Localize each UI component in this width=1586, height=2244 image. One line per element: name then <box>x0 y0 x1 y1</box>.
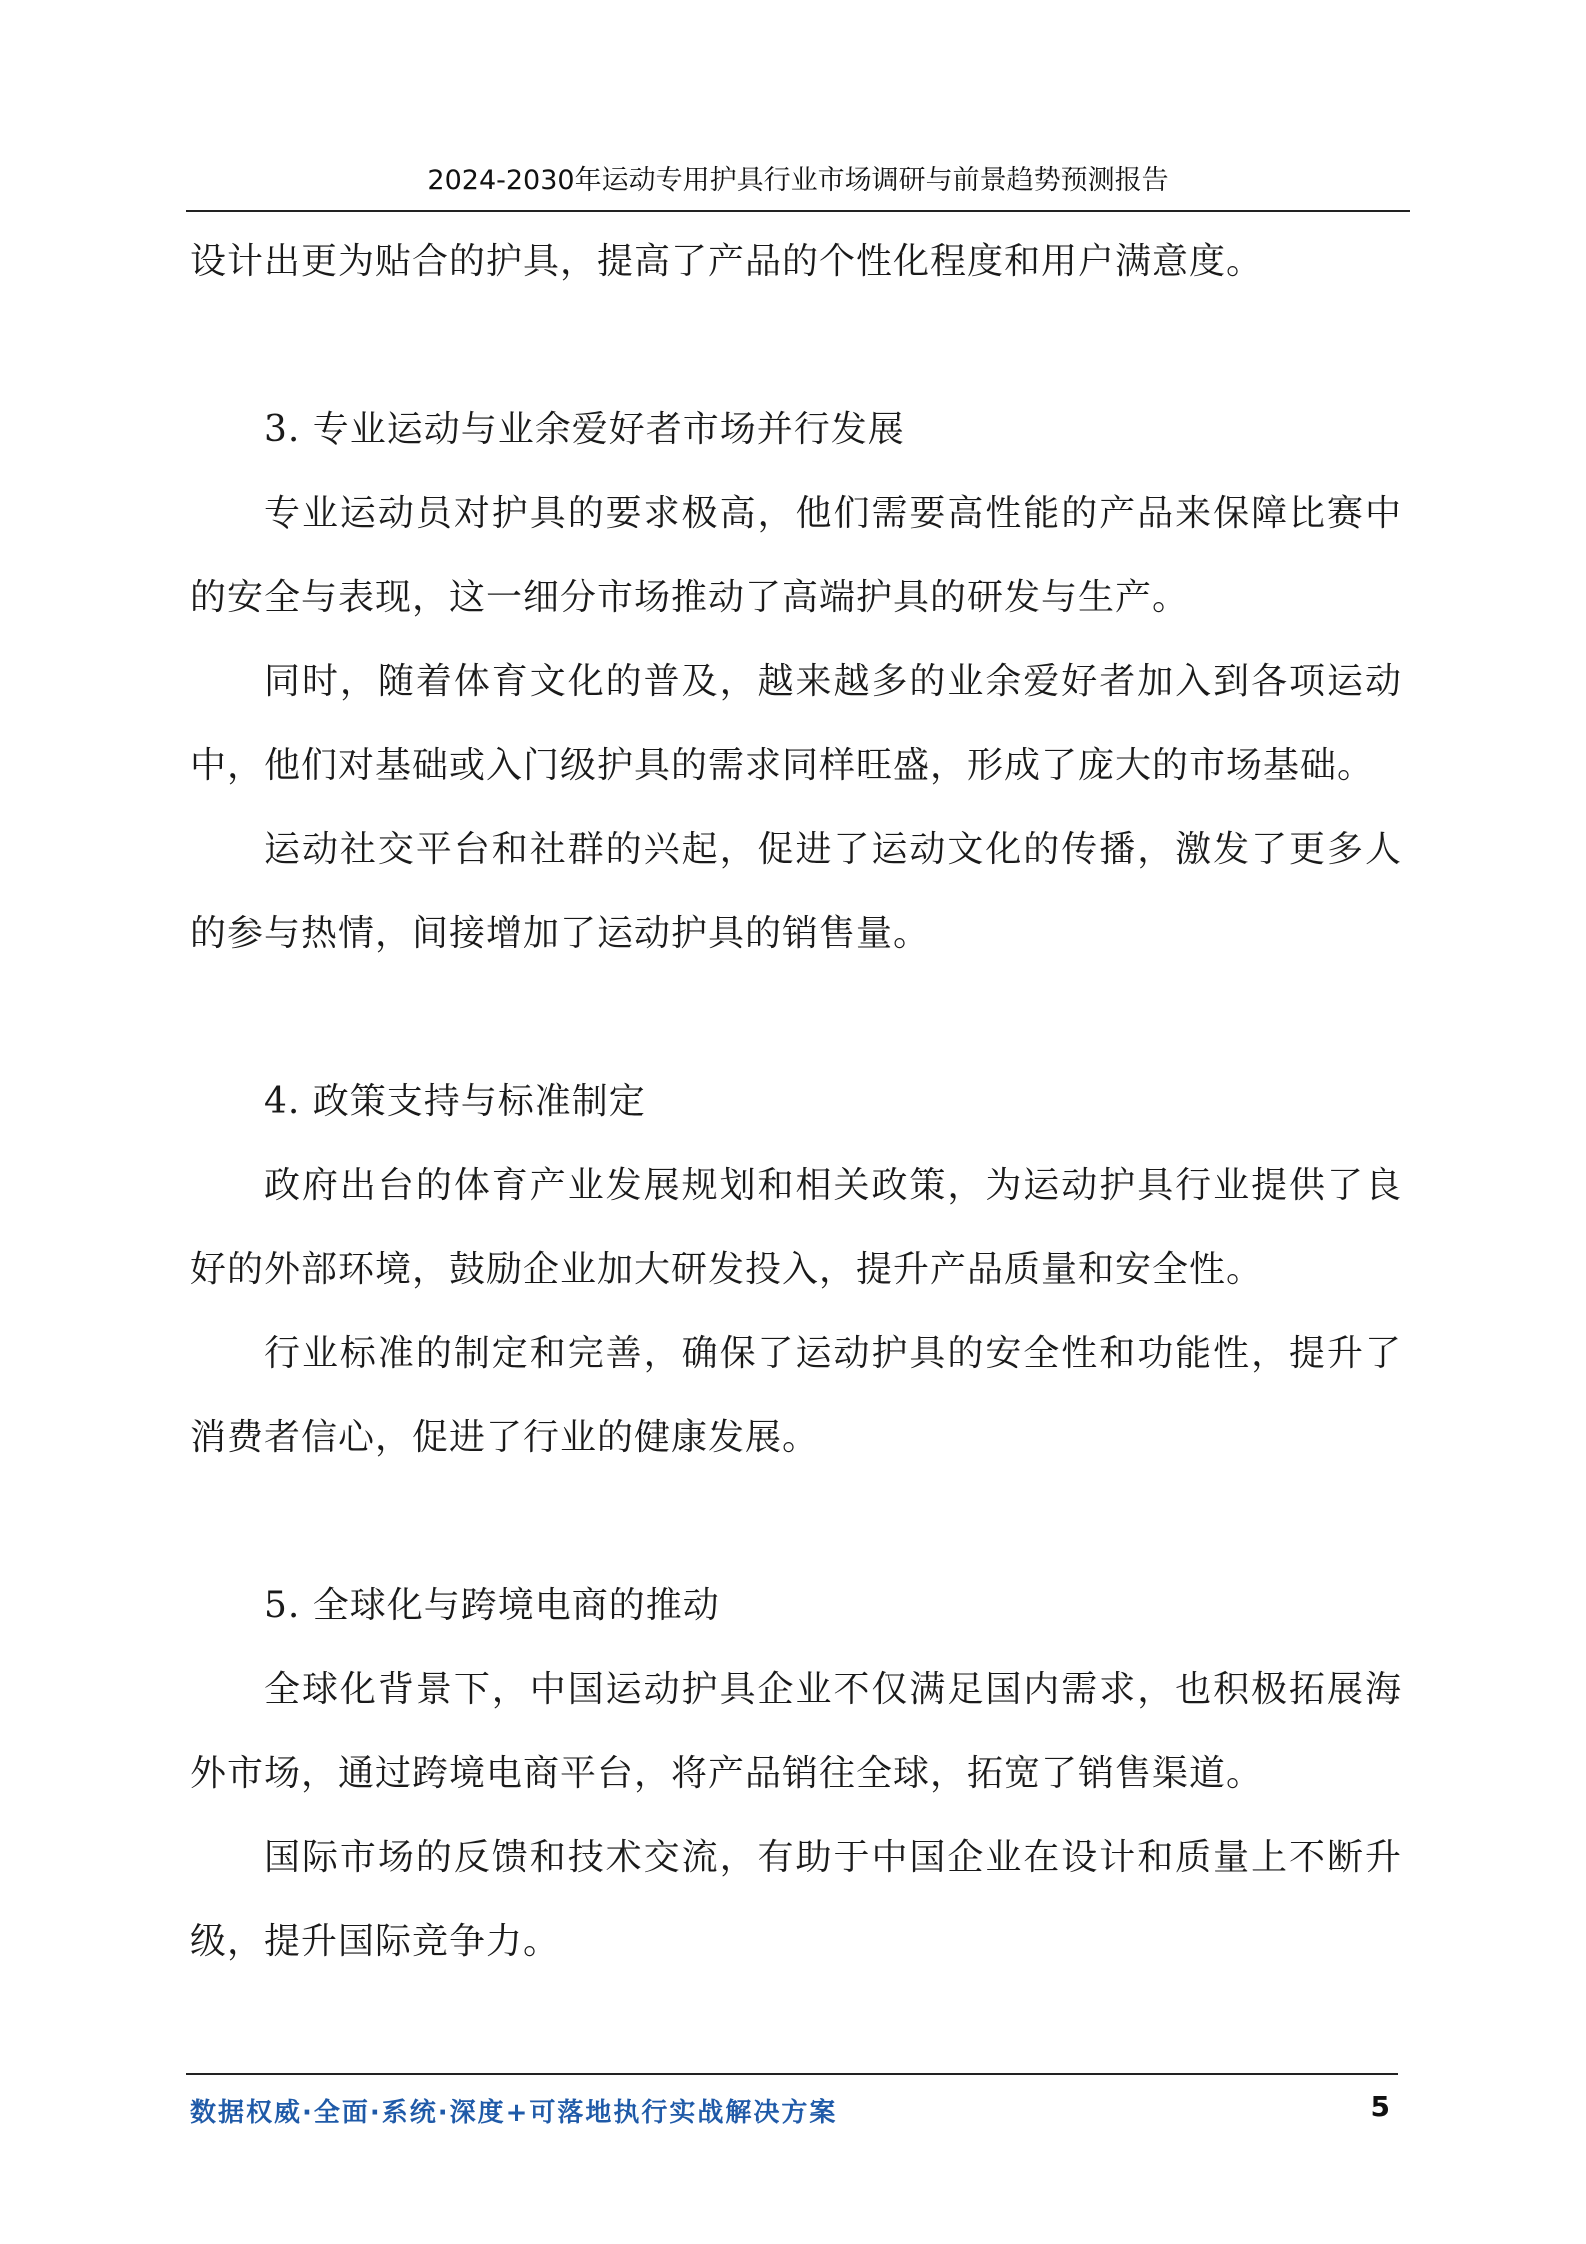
document-body <box>190 220 1402 1984</box>
body-paragraph: 专业运动员对护具的要求极高，他们需要高性能的产品来保障比赛中的安全与表现，这一细分市场推动了高端护具的研发与生产。 <box>190 493 1402 618</box>
section-spacer <box>190 304 1402 388</box>
body-paragraph: 国际市场的反馈和技术交流，有助于中国企业在设计和质量上不断升级，提升国际竞争力。 <box>190 1837 1402 1962</box>
body-paragraph: 运动社交平台和社群的兴起，促进了运动文化的传播，激发了更多人的参与热情，间接增加了运动护具的销售量。 <box>190 829 1402 954</box>
page-header <box>186 162 1410 212</box>
section-4 <box>190 1060 1402 1480</box>
footer-slogan: 数据权威·全面·系统·深度+可落地执行实战解决方案 <box>190 2098 838 2128</box>
page-number: 5 <box>1370 2090 1390 2123</box>
section-heading: 5. 全球化与跨境电商的推动 <box>264 1585 720 1626</box>
section-heading: 3. 专业运动与业余爱好者市场并行发展 <box>264 409 905 450</box>
section-5 <box>190 1564 1402 1984</box>
footer-divider <box>186 2073 1398 2075</box>
report-title: 2024-2030年运动专用护具行业市场调研与前景趋势预测报告 <box>427 165 1169 196</box>
section-spacer <box>190 1480 1402 1564</box>
intro-paragraph-tail: 设计出更为贴合的护具，提高了产品的个性化程度和用户满意度。 <box>190 241 1264 282</box>
section-heading: 4. 政策支持与标准制定 <box>264 1081 646 1122</box>
body-paragraph: 政府出台的体育产业发展规划和相关政策，为运动护具行业提供了良好的外部环境，鼓励企业加大研发投入，提升产品质量和安全性。 <box>190 1165 1402 1290</box>
body-paragraph: 行业标准的制定和完善，确保了运动护具的安全性和功能性，提升了消费者信心，促进了行业的健康发展。 <box>190 1333 1402 1458</box>
body-paragraph: 全球化背景下，中国运动护具企业不仅满足国内需求，也积极拓展海外市场，通过跨境电商平台，将产品销往全球，拓宽了销售渠道。 <box>190 1669 1402 1794</box>
section-spacer <box>190 976 1402 1060</box>
section-3 <box>190 388 1402 976</box>
body-paragraph: 同时，随着体育文化的普及，越来越多的业余爱好者加入到各项运动中，他们对基础或入门级护具的需求同样旺盛，形成了庞大的市场基础。 <box>190 661 1402 786</box>
